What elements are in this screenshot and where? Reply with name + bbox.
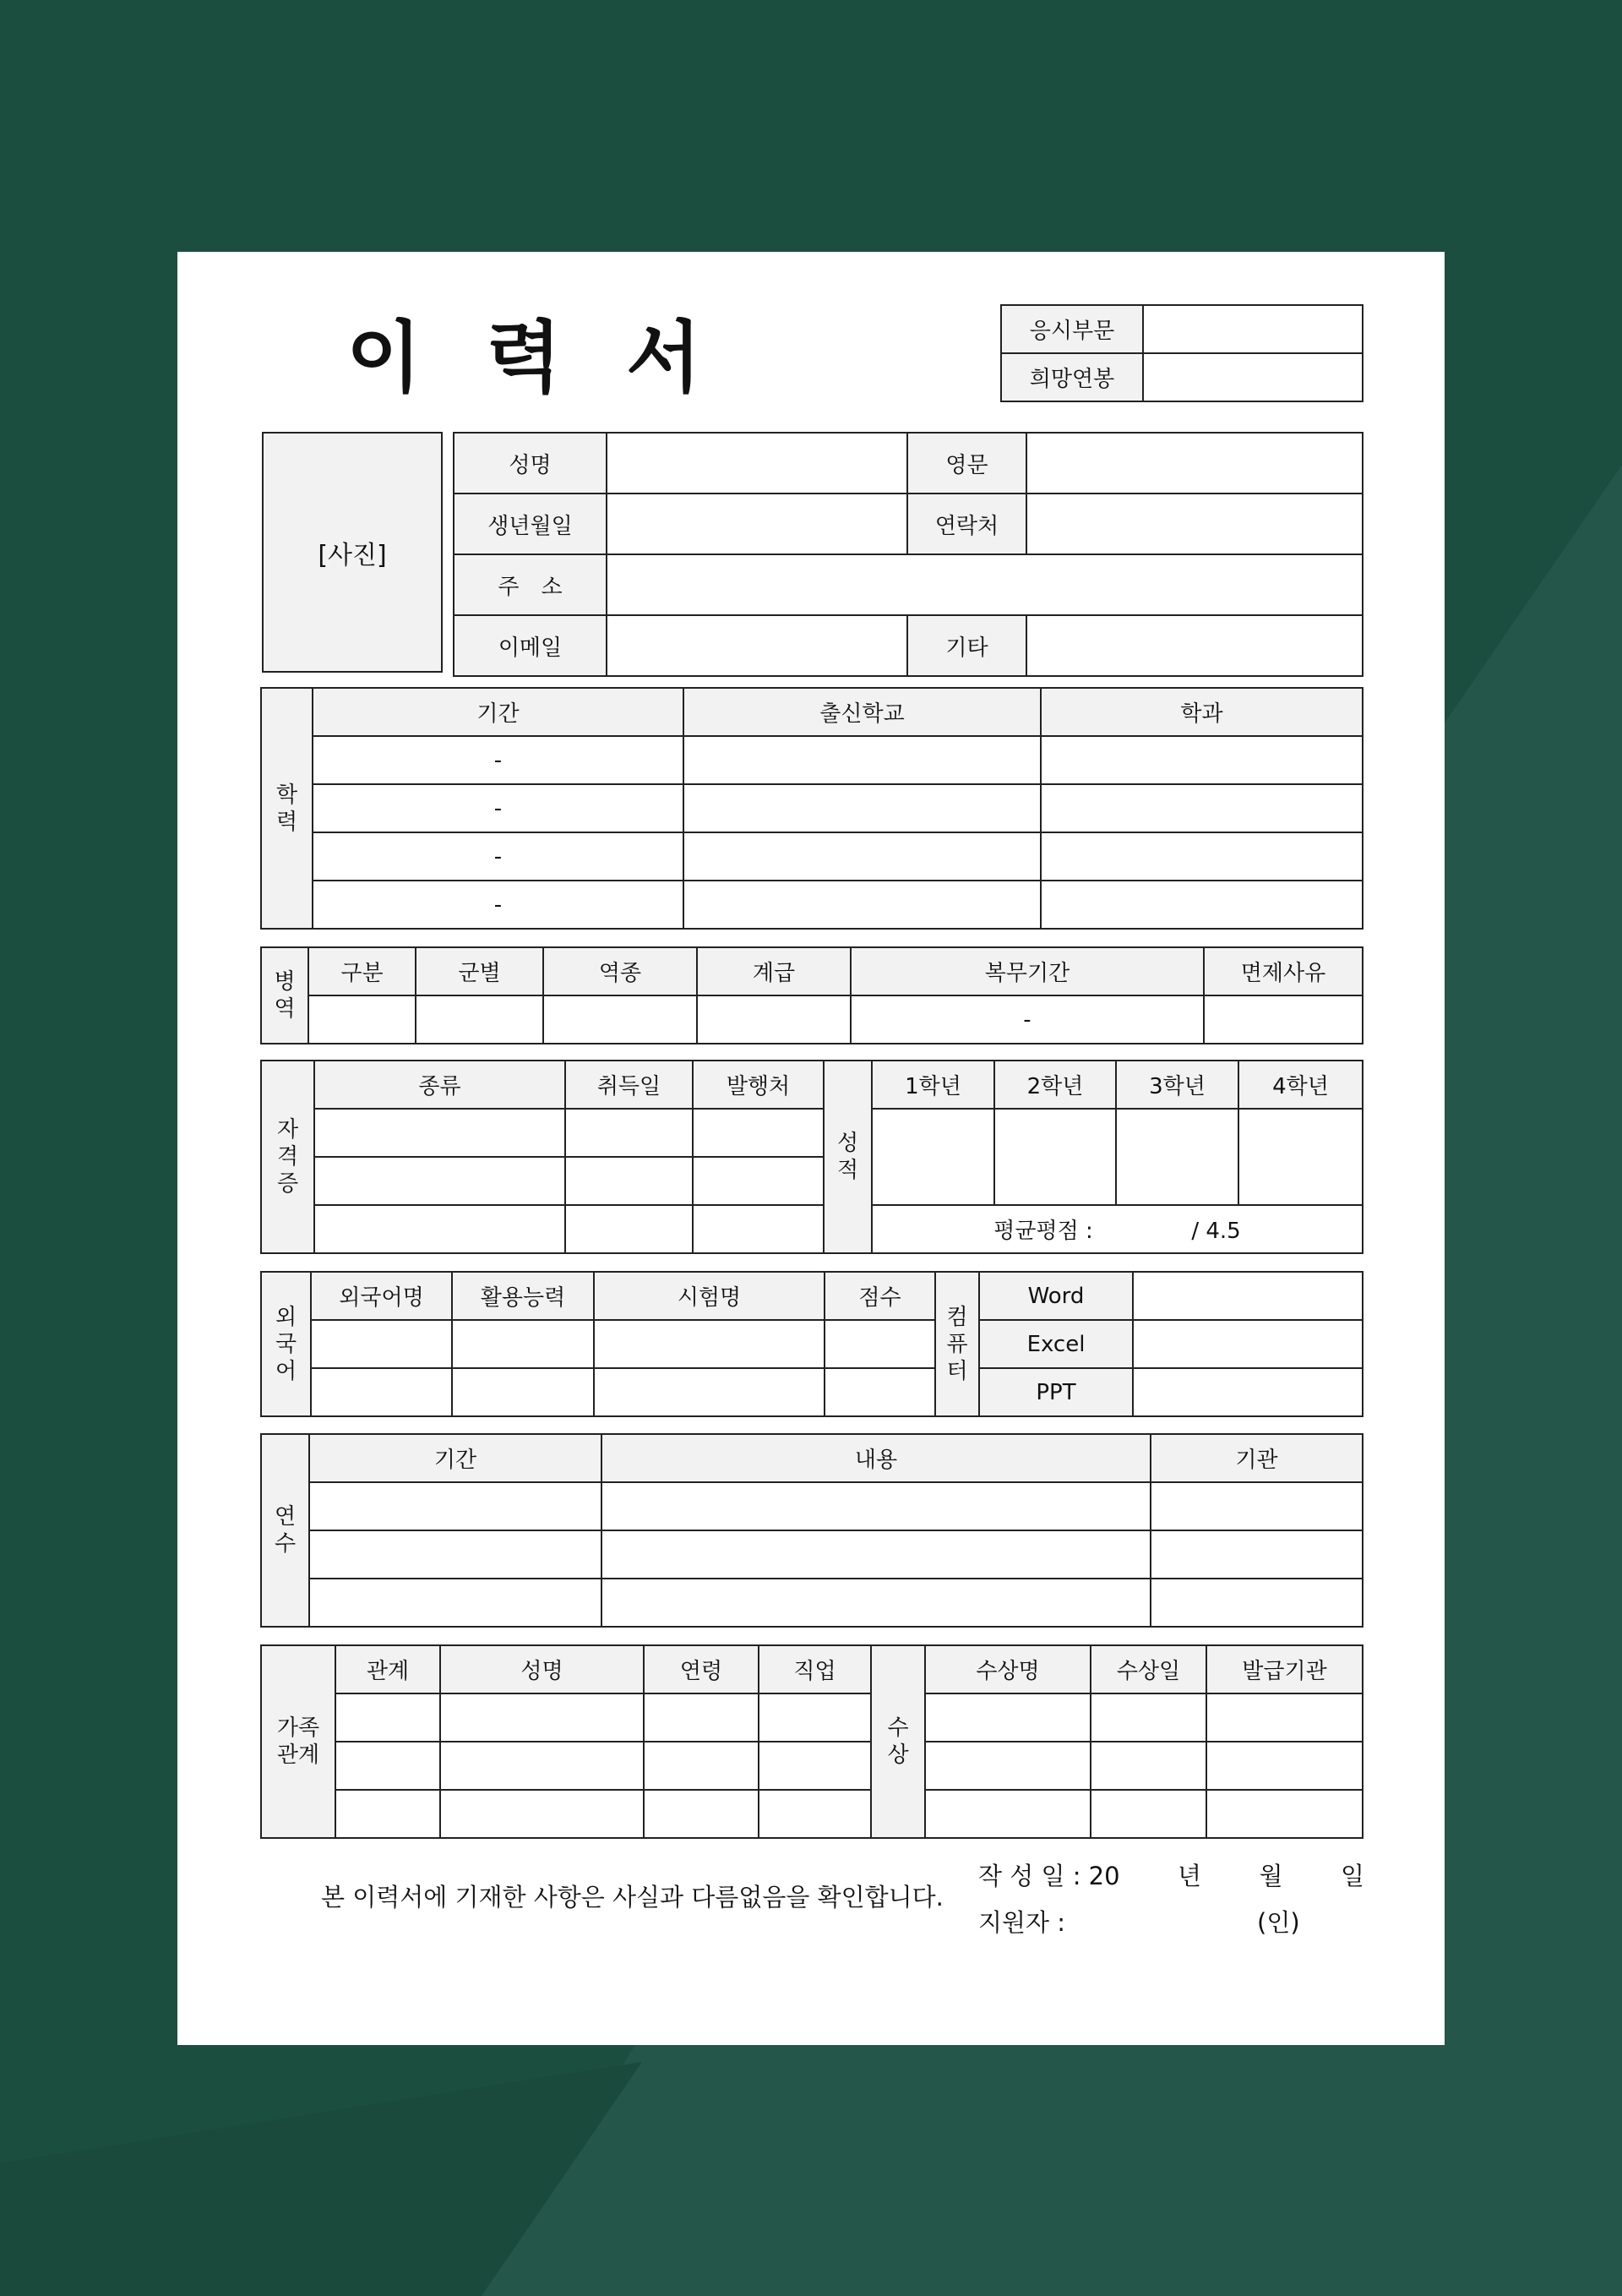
- table-row: [261, 1579, 1363, 1627]
- license-header-issuer: 발행처: [693, 1061, 824, 1109]
- apply-salary-field[interactable]: [1143, 353, 1363, 401]
- award-side-label: [871, 1645, 925, 1838]
- apply-dept-label: 응시부문: [1001, 305, 1143, 353]
- apply-salary-label: 희망연봉: [1001, 353, 1143, 401]
- title-char: 이: [346, 312, 422, 403]
- mil-header-rank: 계급: [697, 947, 851, 995]
- email-label: 이메일: [454, 615, 607, 676]
- family-age-field[interactable]: [644, 1742, 759, 1790]
- grade-header-year1: 1학년: [872, 1061, 994, 1109]
- lang-header-score: 점수: [825, 1272, 935, 1320]
- license-date-field[interactable]: [565, 1109, 693, 1157]
- award-name-field[interactable]: [925, 1742, 1091, 1790]
- family-job-field[interactable]: [759, 1742, 871, 1790]
- computer-excel-field[interactable]: [1133, 1320, 1363, 1368]
- computer-ppt-field[interactable]: [1133, 1368, 1363, 1416]
- photo-box[interactable]: [사진]: [262, 432, 443, 673]
- award-header-name: 수상명: [925, 1645, 1091, 1693]
- edu-school-field[interactable]: [683, 736, 1041, 784]
- apply-dept-field[interactable]: [1143, 305, 1363, 353]
- family-age-field[interactable]: [644, 1693, 759, 1742]
- edu-school-field[interactable]: [683, 832, 1041, 881]
- table-row: [261, 784, 1363, 832]
- training-side-text: 연 수: [274, 1504, 297, 1557]
- license-issuer-field[interactable]: [693, 1109, 824, 1157]
- education-side-text: 학 력: [275, 782, 298, 835]
- lang-score-field[interactable]: [825, 1320, 935, 1368]
- license-side-label: [261, 1061, 314, 1253]
- mil-header-branch: 군별: [416, 947, 543, 995]
- resume-paper: [177, 252, 1445, 2045]
- contact-field[interactable]: [1026, 494, 1363, 554]
- grade-header-year3: 3학년: [1116, 1061, 1238, 1109]
- training-period-field[interactable]: [309, 1579, 601, 1627]
- training-content-field[interactable]: [601, 1579, 1151, 1627]
- mil-header-type: 구분: [308, 947, 416, 995]
- contact-label: 연락처: [907, 494, 1026, 554]
- computer-ppt-label: PPT: [979, 1368, 1133, 1416]
- award-issuer-field[interactable]: [1206, 1790, 1363, 1838]
- mil-category-field[interactable]: [543, 995, 697, 1044]
- mil-exemption-field[interactable]: [1204, 995, 1363, 1044]
- personal-info-table: [453, 432, 1363, 677]
- seal-mark[interactable]: (인): [1257, 1908, 1300, 1937]
- edu-period-field[interactable]: -: [313, 784, 683, 832]
- confirmation-statement: 본 이력서에 기재한 사항은 사실과 다름없음을 확인합니다.: [321, 1883, 944, 1912]
- english-name-label: 영문: [907, 433, 1026, 494]
- year-label: 년: [1178, 1862, 1202, 1890]
- lang-test-field[interactable]: [594, 1368, 825, 1416]
- edu-major-field[interactable]: [1041, 736, 1363, 784]
- license-date-field[interactable]: [565, 1157, 693, 1205]
- month-label: 월: [1259, 1862, 1283, 1890]
- computer-word-field[interactable]: [1133, 1272, 1363, 1320]
- name-field[interactable]: [607, 433, 907, 494]
- mil-period-field[interactable]: -: [851, 995, 1204, 1044]
- english-name-field[interactable]: [1026, 433, 1363, 494]
- family-header-age: 연령: [644, 1645, 759, 1693]
- day-label: 일: [1340, 1862, 1364, 1890]
- lang-header-test: 시험명: [594, 1272, 825, 1320]
- award-issuer-field[interactable]: [1206, 1693, 1363, 1742]
- lang-header-ability: 활용능력: [452, 1272, 594, 1320]
- military-side-text: 병 역: [274, 969, 296, 1022]
- award-side-text: 수 상: [887, 1715, 909, 1768]
- table-row: [261, 1320, 1363, 1368]
- edu-major-field[interactable]: [1041, 832, 1363, 881]
- training-org-field[interactable]: [1151, 1482, 1363, 1530]
- family-award-table: [260, 1644, 1363, 1839]
- award-header-date: 수상일: [1091, 1645, 1206, 1693]
- family-header-relation: 관계: [335, 1645, 440, 1693]
- edu-header-period: 기간: [313, 688, 683, 736]
- training-table: [260, 1433, 1363, 1628]
- table-row: [261, 1693, 1363, 1742]
- license-header-type: 종류: [314, 1061, 565, 1109]
- gpa-label: 평균평점 :: [993, 1219, 1093, 1244]
- table-row: [261, 1790, 1363, 1838]
- license-side-text: 자 격 증: [276, 1117, 299, 1197]
- table-row: [261, 1109, 1363, 1157]
- computer-side-label: [935, 1272, 979, 1416]
- grade-side-label: [824, 1061, 872, 1253]
- grade-year4-field[interactable]: [1238, 1109, 1363, 1205]
- training-org-field[interactable]: [1151, 1530, 1363, 1579]
- gpa-field[interactable]: [872, 1205, 1363, 1253]
- mil-branch-field[interactable]: [416, 995, 543, 1044]
- lang-test-field[interactable]: [594, 1320, 825, 1368]
- table-row: [261, 1530, 1363, 1579]
- training-header-period: 기간: [309, 1434, 601, 1482]
- edu-period-field[interactable]: -: [313, 881, 683, 929]
- training-header-org: 기관: [1151, 1434, 1363, 1482]
- family-relation-field[interactable]: [335, 1693, 440, 1742]
- license-date-field[interactable]: [565, 1205, 693, 1253]
- license-grade-table: [260, 1060, 1363, 1254]
- lang-name-field[interactable]: [311, 1368, 452, 1416]
- etc-label: 기타: [907, 615, 1026, 676]
- military-side-label: [261, 947, 308, 1044]
- award-date-field[interactable]: [1091, 1790, 1206, 1838]
- family-side-label: [261, 1645, 335, 1838]
- edu-school-field[interactable]: [683, 784, 1041, 832]
- email-field[interactable]: [607, 615, 907, 676]
- family-name-field[interactable]: [440, 1790, 644, 1838]
- mil-rank-field[interactable]: [697, 995, 851, 1044]
- gpa-scale: / 4.5: [1191, 1219, 1241, 1244]
- family-age-field[interactable]: [644, 1790, 759, 1838]
- mil-header-exemption: 면제사유: [1204, 947, 1363, 995]
- mil-type-field[interactable]: [308, 995, 416, 1044]
- award-name-field[interactable]: [925, 1693, 1091, 1742]
- lang-name-field[interactable]: [311, 1320, 452, 1368]
- military-table: [260, 946, 1363, 1044]
- training-side-label: [261, 1434, 309, 1627]
- license-type-field[interactable]: [314, 1205, 565, 1253]
- training-org-field[interactable]: [1151, 1579, 1363, 1627]
- page-title: [346, 303, 701, 403]
- lang-score-field[interactable]: [825, 1368, 935, 1416]
- license-type-field[interactable]: [314, 1157, 565, 1205]
- table-row: [261, 1482, 1363, 1530]
- table-row: [261, 1205, 1363, 1253]
- language-side-text: 외 국 어: [275, 1304, 297, 1384]
- birth-field[interactable]: [607, 494, 907, 554]
- family-header-job: 직업: [759, 1645, 871, 1693]
- computer-excel-label: Excel: [979, 1320, 1133, 1368]
- edu-header-major: 학과: [1041, 688, 1363, 736]
- birth-label: 생년월일: [454, 494, 607, 554]
- lang-ability-field[interactable]: [452, 1320, 594, 1368]
- address-field[interactable]: [607, 554, 1363, 615]
- title-char: 력: [486, 312, 562, 403]
- education-table: [260, 687, 1363, 930]
- grade-side-text: 성 적: [836, 1131, 859, 1183]
- license-type-field[interactable]: [314, 1109, 565, 1157]
- award-date-field[interactable]: [1091, 1742, 1206, 1790]
- computer-word-label: Word: [979, 1272, 1133, 1320]
- family-relation-field[interactable]: [335, 1790, 440, 1838]
- training-content-field[interactable]: [601, 1530, 1151, 1579]
- title-char: 서: [626, 312, 701, 403]
- training-period-field[interactable]: [309, 1530, 601, 1579]
- table-row: [261, 1368, 1363, 1416]
- family-name-field[interactable]: [440, 1742, 644, 1790]
- table-row: [261, 736, 1363, 784]
- training-header-content: 내용: [601, 1434, 1151, 1482]
- license-issuer-field[interactable]: [693, 1157, 824, 1205]
- grade-header-year2: 2학년: [994, 1061, 1116, 1109]
- name-label: 성명: [454, 433, 607, 494]
- application-table: [1000, 304, 1363, 402]
- training-content-field[interactable]: [601, 1482, 1151, 1530]
- date-line: [978, 1857, 1364, 1892]
- award-date-field[interactable]: [1091, 1693, 1206, 1742]
- table-row: [261, 1742, 1363, 1790]
- license-issuer-field[interactable]: [693, 1205, 824, 1253]
- education-side-label: [261, 688, 313, 929]
- family-header-name: 성명: [440, 1645, 644, 1693]
- lang-ability-field[interactable]: [452, 1368, 594, 1416]
- grade-year1-field[interactable]: [872, 1109, 994, 1205]
- edu-major-field[interactable]: [1041, 784, 1363, 832]
- grade-year3-field[interactable]: [1116, 1109, 1238, 1205]
- edu-header-school: 출신학교: [683, 688, 1041, 736]
- family-relation-field[interactable]: [335, 1742, 440, 1790]
- table-row: [261, 832, 1363, 881]
- family-side-text: 가족 관계: [276, 1715, 320, 1768]
- edu-school-field[interactable]: [683, 881, 1041, 929]
- edu-major-field[interactable]: [1041, 881, 1363, 929]
- edu-period-field[interactable]: -: [313, 832, 683, 881]
- table-row: [261, 881, 1363, 929]
- computer-side-text: 컴 퓨 터: [946, 1304, 968, 1384]
- award-header-issuer: 발급기관: [1206, 1645, 1363, 1693]
- grade-year2-field[interactable]: [994, 1109, 1116, 1205]
- mil-header-category: 역종: [543, 947, 697, 995]
- family-job-field[interactable]: [759, 1693, 871, 1742]
- family-name-field[interactable]: [440, 1693, 644, 1742]
- language-computer-table: [260, 1271, 1363, 1417]
- mil-header-period: 복무기간: [851, 947, 1204, 995]
- table-row: [261, 995, 1363, 1044]
- license-header-date: 취득일: [565, 1061, 693, 1109]
- address-label: 주 소: [454, 554, 607, 615]
- lang-header-name: 외국어명: [311, 1272, 452, 1320]
- edu-period-field[interactable]: -: [313, 736, 683, 784]
- grade-header-year4: 4학년: [1238, 1061, 1363, 1109]
- etc-field[interactable]: [1026, 615, 1363, 676]
- language-side-label: [261, 1272, 311, 1416]
- date-label: 작 성 일 : 20: [978, 1862, 1120, 1890]
- family-job-field[interactable]: [759, 1790, 871, 1838]
- award-name-field[interactable]: [925, 1790, 1091, 1838]
- training-period-field[interactable]: [309, 1482, 601, 1530]
- applicant-label: 지원자 :: [978, 1908, 1066, 1937]
- award-issuer-field[interactable]: [1206, 1742, 1363, 1790]
